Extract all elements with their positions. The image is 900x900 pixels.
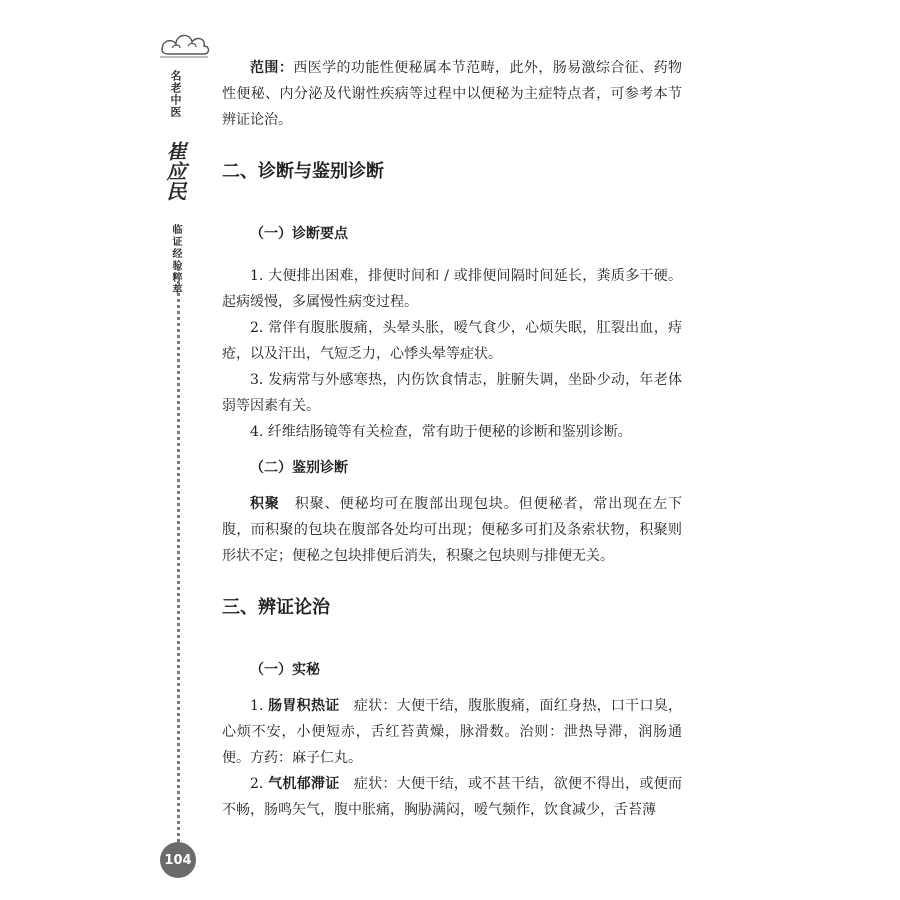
syndrome-item xyxy=(222,693,682,771)
syndrome-term: 气机郁滞证 xyxy=(268,776,340,792)
differential-paragraph xyxy=(222,491,682,569)
diagnosis-item: 2. 常伴有腹胀腹痛，头晕头胀，嗳气食少，心烦失眠，肛裂出血，痔疮，以及汗出，气短乏力，心悸头晕等症状。 xyxy=(222,320,682,362)
syndrome-number: 1. xyxy=(250,698,269,714)
differential-term: 积聚 xyxy=(250,496,280,512)
syndrome-term: 肠胃积热证 xyxy=(268,698,340,714)
syndrome-item xyxy=(222,771,682,823)
page-number-badge xyxy=(160,842,196,878)
page-number: 104 xyxy=(164,852,192,868)
book-subtitle: 临证经验粹萃 xyxy=(170,224,181,296)
dotted-divider xyxy=(177,268,180,848)
subheading-diagnosis-points: （一）诊断要点 xyxy=(250,226,348,242)
diagnosis-item: 1. 大便排出困难，排便时间和 / 或排便间隔时间延长，粪质多干硬。起病缓慢，多属慢性病变过程。 xyxy=(222,268,682,310)
margin-decoration xyxy=(150,18,212,888)
syndrome-text: 症状：大便干结，腹胀腹痛，面红身热，口干口臭，心烦不安，小便短赤，舌红苔黄燥，脉滑数。治则：泄热导滞，润肠通便。方药：麻子仁丸。 xyxy=(222,698,683,766)
book-series-title: 名老中医 xyxy=(169,70,182,118)
scope-paragraph xyxy=(222,55,682,133)
differential-text: 积聚、便秘均可在腹部出现包块。但便秘者，常出现在左下腹，而积聚的包块在腹部各处均可出现；便秘多可扪及条索状物，积聚则形状不定；便秘之包块排便后消失，积聚之包块则与排便无关。 xyxy=(222,496,683,564)
diagnosis-item: 4. 纤维结肠镜等有关检查，常有助于便秘的诊断和鉴别诊断。 xyxy=(250,424,632,440)
diagnosis-item: 3. 发病常与外感寒热，内伤饮食情志，脏腑失调，坐卧少动，年老体弱等因素有关。 xyxy=(222,372,682,414)
book-author-name: 崔应民 xyxy=(163,141,187,201)
subheading-excess-constipation: （一）实秘 xyxy=(250,662,320,678)
cloud-ornament-icon xyxy=(158,26,212,60)
syndrome-number: 2. xyxy=(250,776,269,792)
section-heading-diagnosis: 二、诊断与鉴别诊断 xyxy=(222,161,384,182)
scope-label: 范围： xyxy=(250,60,294,76)
book-title-vertical xyxy=(164,70,186,296)
subheading-differential: （二）鉴别诊断 xyxy=(250,460,348,476)
section-heading-treatment: 三、辨证论治 xyxy=(222,597,330,618)
scope-text: 西医学的功能性便秘属本节范畴，此外，肠易激综合征、药物性便秘、内分泌及代谢性疾病等过程中以便秘为主症特点者，可参考本节辨证论治。 xyxy=(222,60,683,128)
syndrome-text: 症状：大便干结，或不甚干结，欲便不得出，或便而不畅，肠鸣矢气，腹中胀痛，胸胁满闷，嗳气频作，饮食减少，舌苔薄 xyxy=(222,776,683,818)
main-text xyxy=(222,55,682,823)
